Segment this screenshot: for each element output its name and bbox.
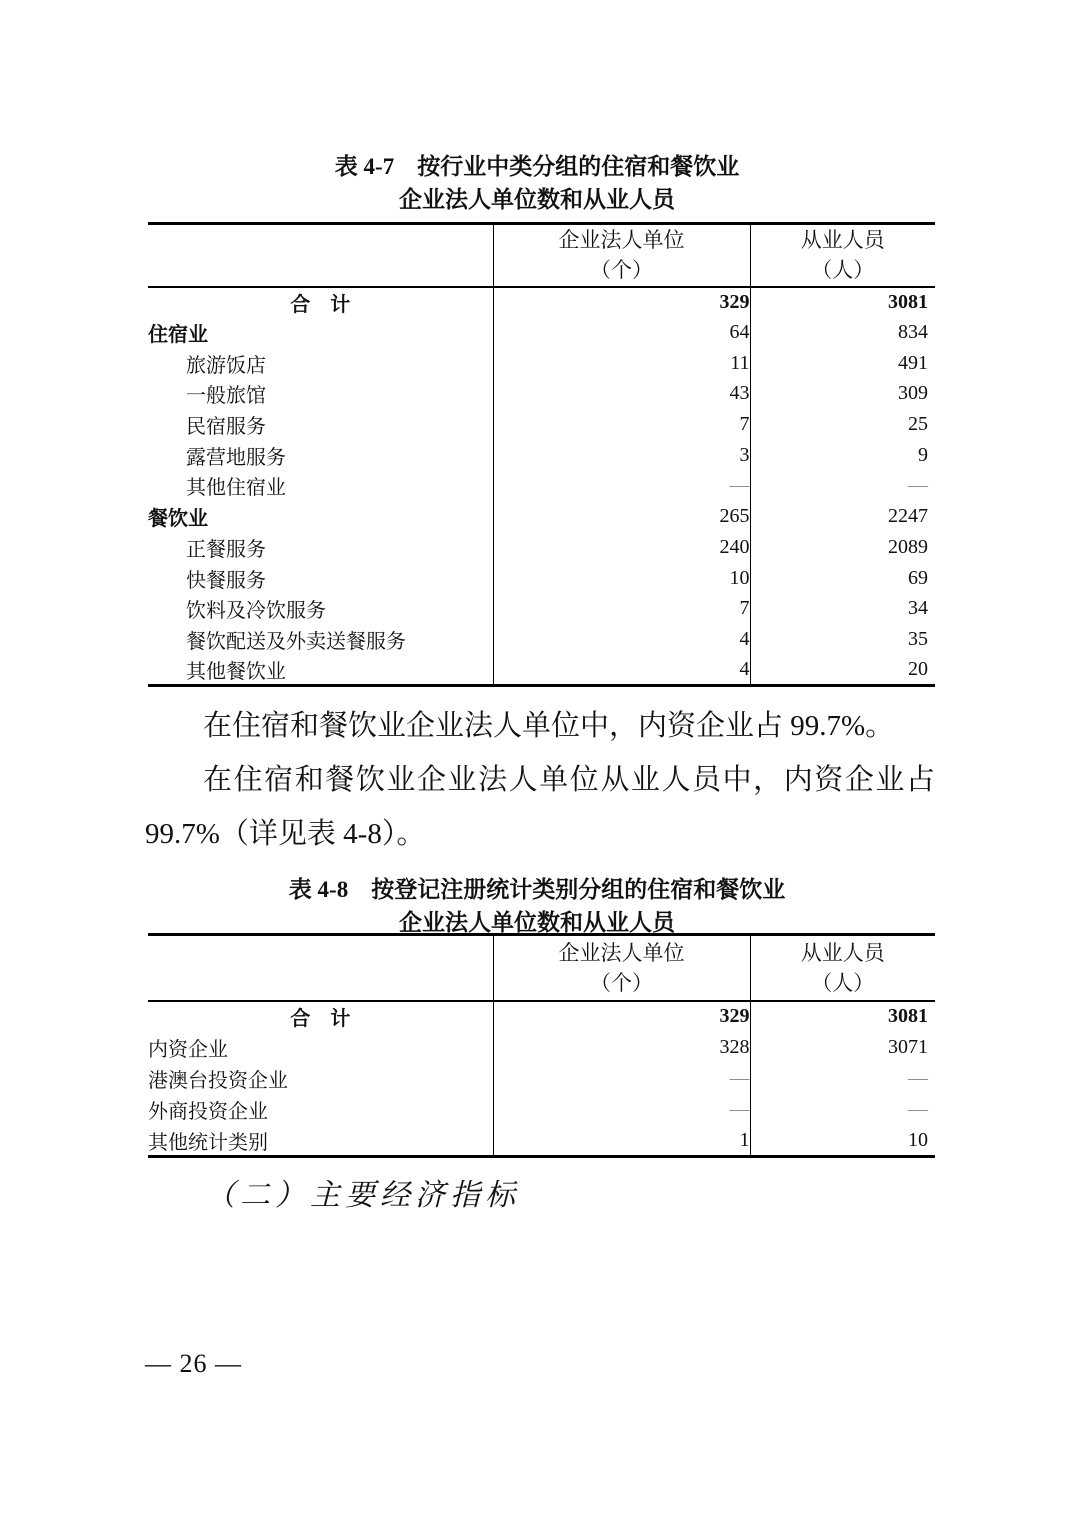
persons-value: 25 — [750, 409, 935, 440]
row-label: 快餐服务 — [186, 569, 266, 592]
units-value: 7 — [493, 593, 750, 624]
persons-value: 2089 — [750, 532, 935, 563]
persons-value: 491 — [750, 348, 935, 379]
row-label: 餐饮配送及外卖送餐服务 — [186, 630, 406, 653]
units-value: 10 — [493, 563, 750, 594]
persons-value: 3081 — [750, 1001, 935, 1032]
table-4-7-col-header-units — [493, 224, 750, 287]
table-row — [148, 409, 935, 440]
col-header-units-line2: （个） — [590, 258, 653, 283]
units-value — [493, 1094, 750, 1125]
table-4-8-title-line2: 企业法人单位数和从业人员 — [399, 910, 675, 935]
row-label: 合 计 — [290, 293, 351, 316]
table-4-7-title-line2: 企业法人单位数和从业人员 — [399, 187, 675, 212]
page-number: — 26 — — [145, 1349, 242, 1378]
row-label: 住宿业 — [148, 324, 208, 347]
table-row — [148, 440, 935, 471]
table-4-8-header-row — [148, 935, 935, 1001]
table-row — [148, 348, 935, 379]
no-data-dash: — — [908, 474, 928, 497]
table-4-8 — [148, 933, 935, 1158]
col-header-persons-line2: （人） — [811, 258, 875, 283]
row-label: 正餐服务 — [186, 538, 266, 561]
row-label: 餐饮业 — [148, 508, 208, 531]
col-header-persons-line1: 从业人员 — [800, 940, 885, 965]
paragraph-domestic-share-persons-line1: 在住宿和餐饮业企业法人单位从业人员中，内资企业占 — [203, 764, 935, 796]
persons-value: 834 — [750, 317, 935, 348]
table-row — [148, 1125, 935, 1156]
col-header-units-line1: 企业法人单位 — [558, 228, 685, 253]
units-value: 1 — [493, 1125, 750, 1156]
table-row — [148, 532, 935, 563]
units-value: 11 — [493, 348, 750, 379]
persons-value: 69 — [750, 563, 935, 594]
persons-value — [750, 471, 935, 502]
persons-value: 3081 — [750, 287, 935, 318]
row-label: 旅游饭店 — [186, 354, 266, 377]
units-value: 265 — [493, 501, 750, 532]
units-value: 64 — [493, 317, 750, 348]
table-4-7-title-line1: 表 4-7 按行业中类分组的住宿和餐饮业 — [334, 154, 740, 179]
table-4-8-col-header-persons — [750, 935, 935, 1001]
no-data-dash: — — [729, 1066, 750, 1089]
col-header-persons-line1: 从业人员 — [800, 228, 885, 253]
table-row — [148, 379, 935, 410]
persons-value: 2247 — [750, 501, 935, 532]
table-row — [148, 624, 935, 655]
table-4-8-col-header-units — [493, 935, 750, 1001]
row-label: 一般旅馆 — [186, 385, 266, 408]
col-header-persons-line2: （人） — [811, 970, 875, 995]
table-row — [148, 1094, 935, 1125]
table-4-7-title — [0, 150, 1074, 216]
row-label: 饮料及冷饮服务 — [186, 600, 326, 623]
units-value: 4 — [493, 624, 750, 655]
persons-value: 9 — [750, 440, 935, 471]
no-data-dash: — — [729, 474, 750, 497]
table-row — [148, 471, 935, 502]
section-heading-main-economic-indicators: （二）主要经济指标 — [205, 1179, 520, 1212]
persons-value — [750, 1063, 935, 1094]
row-label: 外商投资企业 — [148, 1101, 268, 1124]
row-label: 其他统计类别 — [148, 1131, 268, 1154]
persons-value: 34 — [750, 593, 935, 624]
row-label: 合 计 — [290, 1008, 351, 1031]
col-header-units-line1: 企业法人单位 — [558, 940, 685, 965]
table-row — [148, 501, 935, 532]
units-value: 43 — [493, 379, 750, 410]
table-4-7-header-row — [148, 224, 935, 287]
units-value: 240 — [493, 532, 750, 563]
table-row — [148, 287, 935, 318]
table-4-7 — [148, 222, 935, 687]
table-row — [148, 593, 935, 624]
persons-value — [750, 1094, 935, 1125]
units-value: 3 — [493, 440, 750, 471]
no-data-dash: — — [908, 1098, 928, 1121]
persons-value: 309 — [750, 379, 935, 410]
row-label: 港澳台投资企业 — [148, 1069, 288, 1092]
no-data-dash: — — [729, 1098, 750, 1121]
row-label: 露营地服务 — [186, 446, 286, 469]
units-value: 329 — [493, 287, 750, 318]
units-value: 7 — [493, 409, 750, 440]
row-label: 其他餐饮业 — [186, 660, 286, 683]
units-value: 4 — [493, 655, 750, 686]
table-4-8-title — [0, 873, 1074, 939]
table-row — [148, 1001, 935, 1032]
table-row — [148, 317, 935, 348]
units-value — [493, 471, 750, 502]
no-data-dash: — — [908, 1066, 928, 1089]
units-value — [493, 1063, 750, 1094]
units-value: 328 — [493, 1032, 750, 1063]
table-row — [148, 1032, 935, 1063]
row-label: 民宿服务 — [186, 416, 266, 439]
units-value: 329 — [493, 1001, 750, 1032]
persons-value: 20 — [750, 655, 935, 686]
table-4-7-stub-header — [148, 224, 493, 287]
persons-value: 35 — [750, 624, 935, 655]
table-row — [148, 563, 935, 594]
persons-value: 3071 — [750, 1032, 935, 1063]
col-header-units-line2: （个） — [590, 970, 653, 995]
paragraph-domestic-share-units: 在住宿和餐饮业企业法人单位中，内资企业占 99.7%。 — [203, 710, 895, 742]
table-4-8-stub-header — [148, 935, 493, 1001]
persons-value: 10 — [750, 1125, 935, 1156]
row-label: 其他住宿业 — [186, 477, 286, 500]
table-4-7-col-header-persons — [750, 224, 935, 287]
table-4-8-title-line1: 表 4-8 按登记注册统计类别分组的住宿和餐饮业 — [288, 877, 786, 902]
row-label: 内资企业 — [148, 1038, 228, 1061]
table-row — [148, 655, 935, 686]
table-row — [148, 1063, 935, 1094]
paragraph-domestic-share-persons-line2: 99.7%（详见表 4-8）。 — [145, 818, 426, 850]
